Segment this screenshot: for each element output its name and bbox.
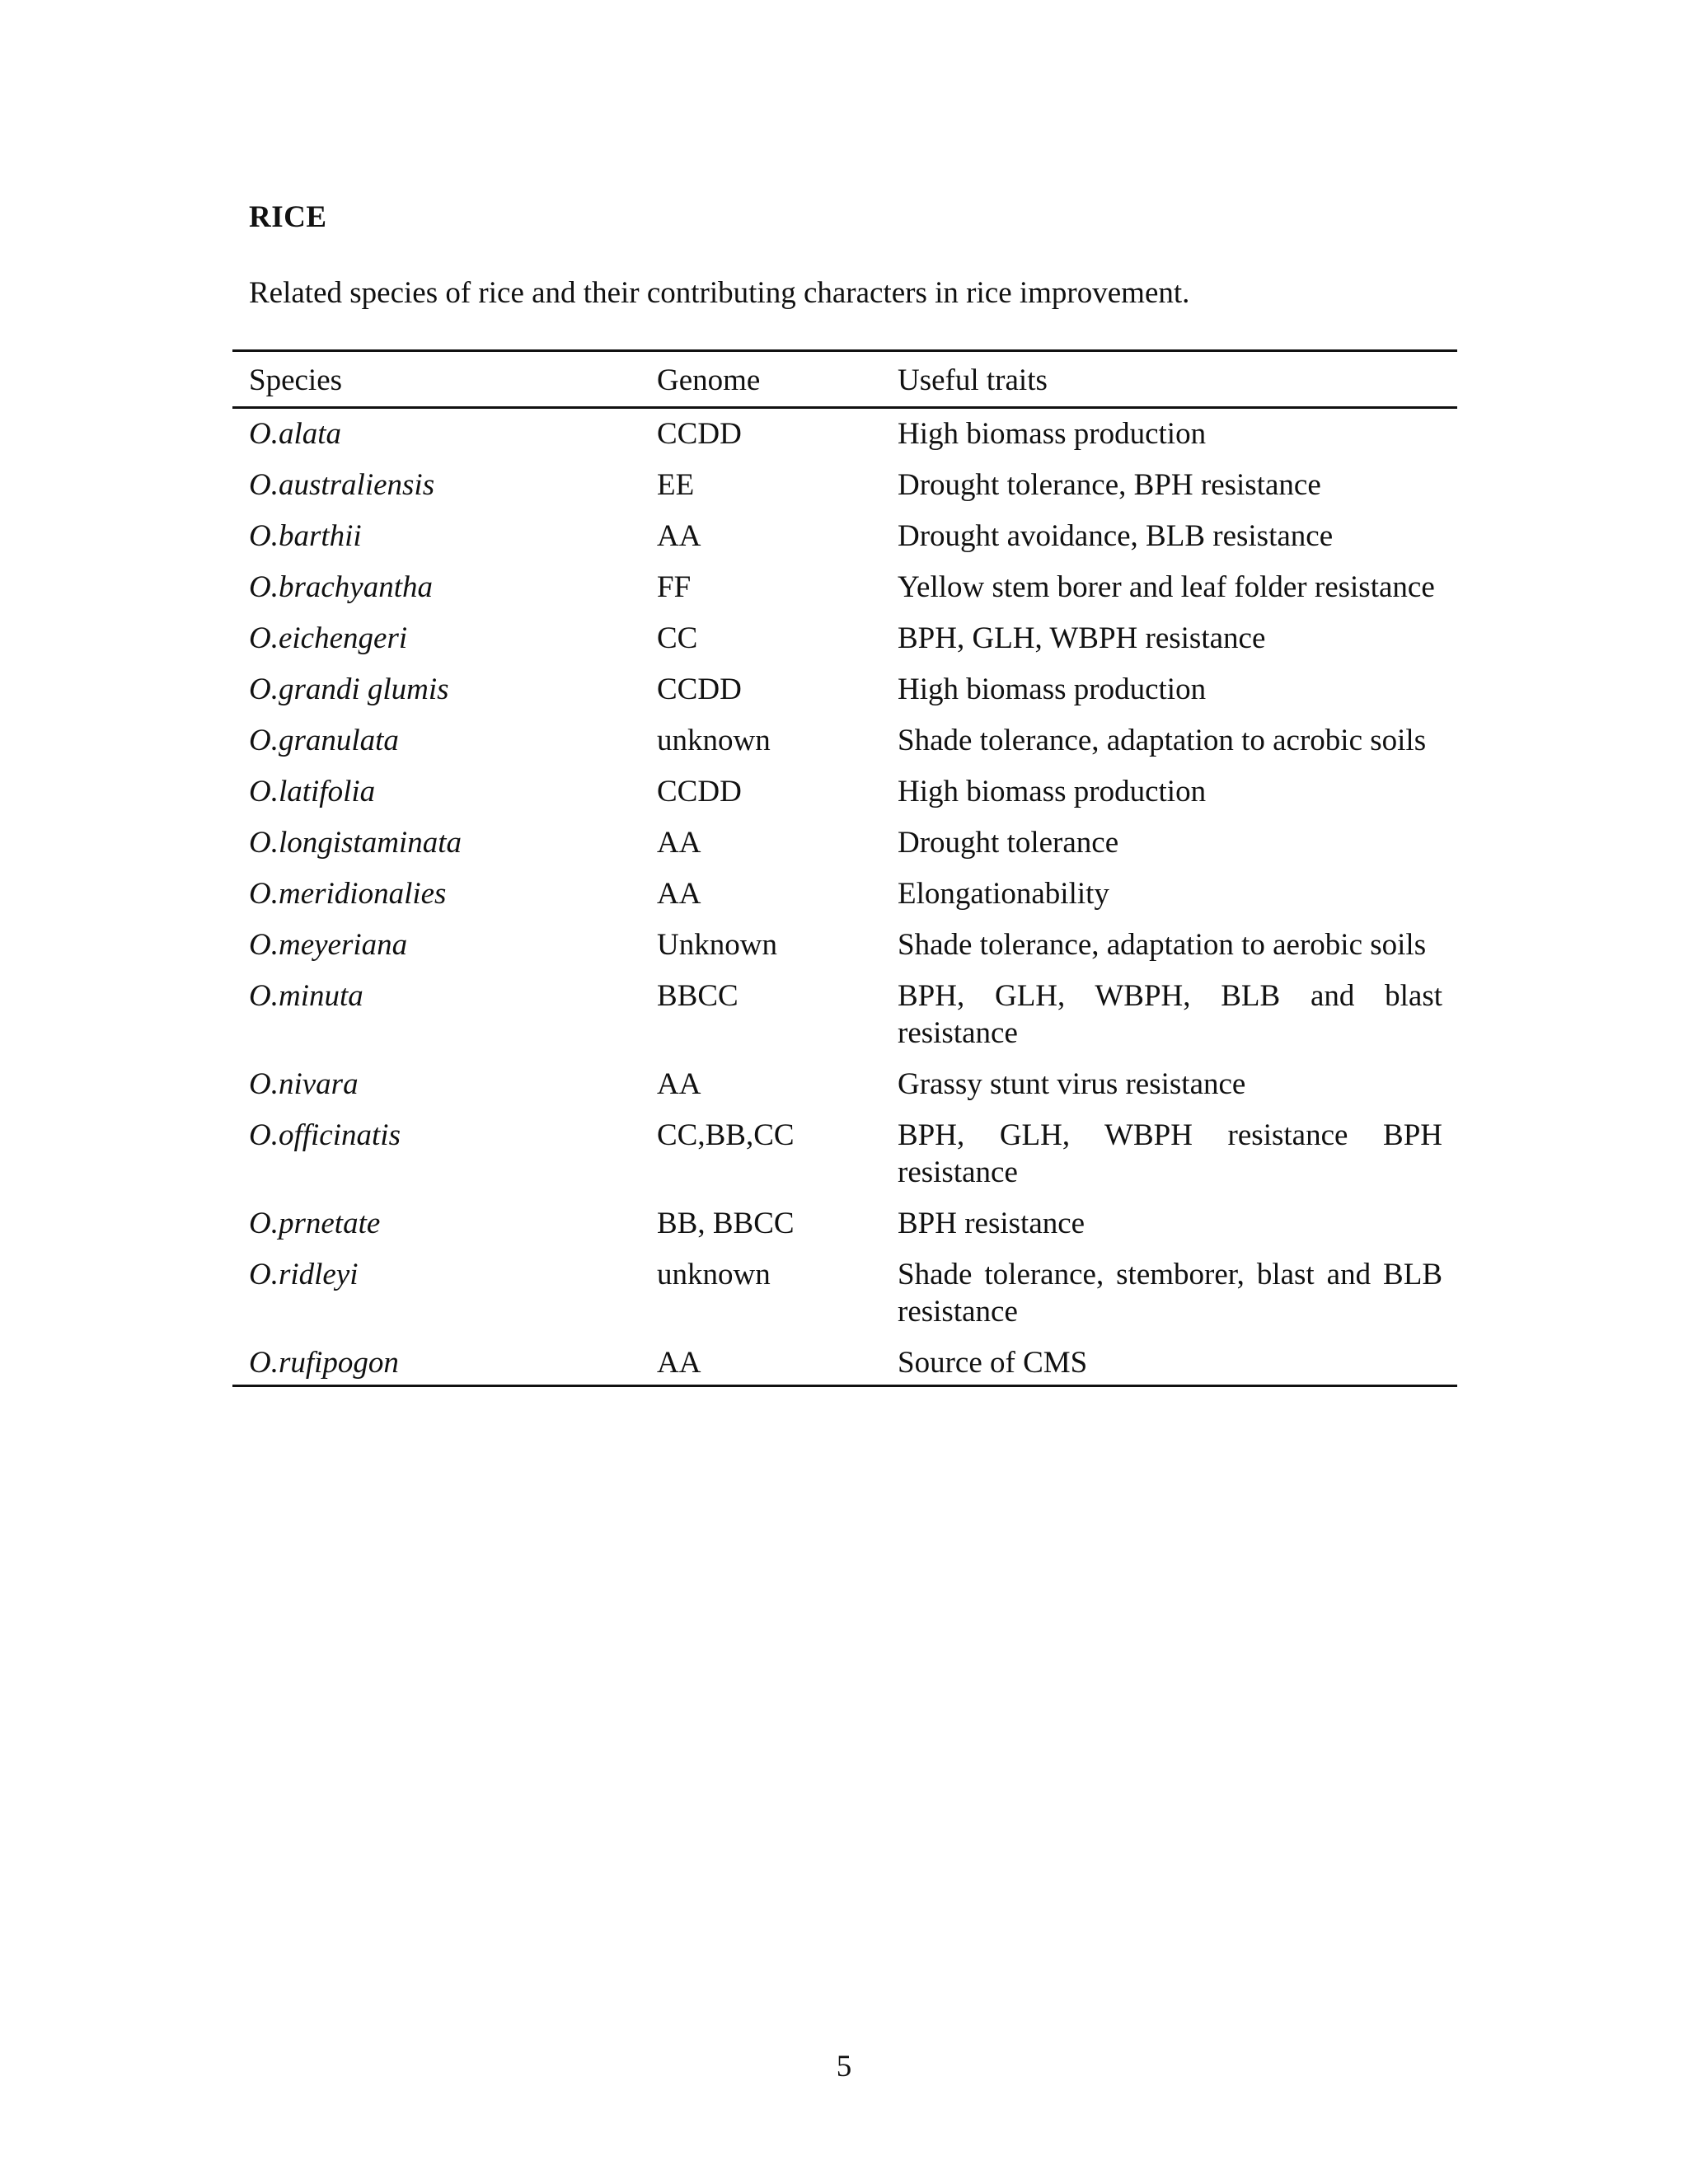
table-row [232, 408, 1457, 462]
traits-cell: High biomass production [898, 775, 1207, 808]
traits-cell: BPH, GLH, WBPH, BLB and blast resistance [898, 979, 1442, 1050]
genome-cell: CCDD [657, 673, 742, 706]
species-cell: O.meyeriana [249, 928, 408, 962]
traits-cell: High biomass production [898, 417, 1207, 451]
species-cell: O.meridionalies [249, 877, 447, 911]
species-cell: O.australiensis [249, 468, 435, 502]
genome-cell: CC [657, 621, 698, 655]
table-row [232, 870, 1457, 921]
genome-cell: FF [657, 570, 692, 604]
traits-cell: BPH, GLH, WBPH resistance BPH resistance [898, 1118, 1442, 1189]
genome-cell: AA [657, 826, 701, 860]
traits-cell: Grassy stunt virus resistance [898, 1067, 1246, 1101]
table-row [232, 666, 1457, 717]
traits-cell: High biomass production [898, 673, 1207, 706]
table-row [232, 615, 1457, 666]
species-cell: O.alata [249, 417, 342, 451]
column-header-traits: Useful traits [898, 363, 1048, 397]
traits-cell: Drought avoidance, BLB resistance [898, 519, 1334, 553]
header-row [232, 351, 1457, 408]
species-cell: O.officinatis [249, 1118, 401, 1152]
table-row [232, 513, 1457, 564]
table-row [232, 462, 1457, 513]
traits-cell: Source of CMS [898, 1346, 1088, 1380]
table-header [232, 351, 1457, 408]
genome-cell: CCDD [657, 417, 742, 451]
traits-cell: Shade tolerance, adaptation to aerobic soils [898, 928, 1427, 962]
traits-cell: BPH resistance [898, 1207, 1085, 1240]
species-cell: O.eichengeri [249, 621, 408, 655]
column-header-species: Species [249, 363, 343, 397]
genome-cell: CC,BB,CC [657, 1118, 795, 1152]
traits-cell: Drought tolerance [898, 826, 1119, 860]
genome-cell: unknown [657, 1258, 771, 1291]
genome-cell: BB, BBCC [657, 1207, 795, 1240]
table-row [232, 768, 1457, 819]
genome-cell: AA [657, 1346, 701, 1380]
species-cell: O.granulata [249, 724, 399, 757]
species-cell: O.longistaminata [249, 826, 462, 860]
column-header-genome: Genome [657, 363, 761, 397]
species-cell: O.rufipogon [249, 1346, 399, 1380]
table-row [232, 972, 1457, 1061]
table-row [232, 921, 1457, 972]
traits-cell: Shade tolerance, stemborer, blast and BLB resistance [898, 1258, 1442, 1329]
table-row [232, 1339, 1457, 1386]
species-table-container [232, 349, 1457, 1387]
genome-cell: Unknown [657, 928, 777, 962]
species-cell: O.minuta [249, 979, 363, 1013]
species-cell: O.prnetate [249, 1207, 381, 1240]
traits-cell: BPH, GLH, WBPH resistance [898, 621, 1266, 655]
table-row [232, 1112, 1457, 1200]
traits-cell: Yellow stem borer and leaf folder resistance [898, 570, 1435, 604]
table-caption: Related species of rice and their contributing characters in rice improvement. [249, 276, 1190, 310]
genome-cell: AA [657, 877, 701, 911]
table-row [232, 564, 1457, 615]
table-row [232, 1200, 1457, 1251]
species-cell: O.barthii [249, 519, 362, 553]
genome-cell: EE [657, 468, 695, 502]
section-heading: RICE [249, 200, 327, 234]
traits-cell: Drought tolerance, BPH resistance [898, 468, 1321, 502]
species-cell: O.brachyantha [249, 570, 433, 604]
traits-cell: Shade tolerance, adaptation to acrobic soils [898, 724, 1427, 757]
table-row [232, 819, 1457, 870]
species-cell: O.latifolia [249, 775, 376, 808]
table-row [232, 1251, 1457, 1339]
genome-cell: AA [657, 1067, 701, 1101]
species-cell: O.ridleyi [249, 1258, 359, 1291]
species-table [232, 349, 1457, 1387]
genome-cell: AA [657, 519, 701, 553]
table-row [232, 717, 1457, 768]
genome-cell: BBCC [657, 979, 738, 1013]
table-row [232, 1061, 1457, 1112]
species-cell: O.nivara [249, 1067, 359, 1101]
table-body [232, 408, 1457, 1386]
species-cell: O.grandi glumis [249, 673, 449, 706]
genome-cell: unknown [657, 724, 771, 757]
page-number: 5 [836, 2050, 852, 2083]
traits-cell: Elongationability [898, 877, 1109, 911]
genome-cell: CCDD [657, 775, 742, 808]
